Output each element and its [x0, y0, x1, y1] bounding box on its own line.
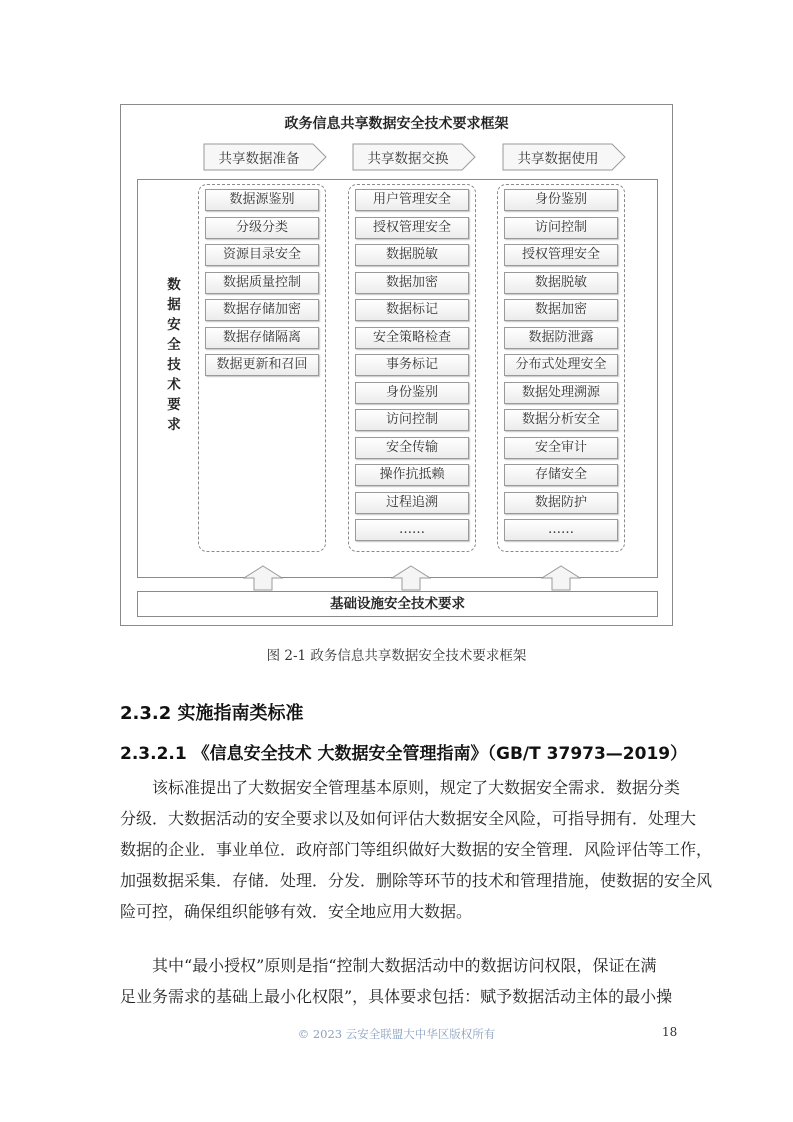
paragraph-1 [120, 772, 713, 927]
paragraph-line: 分级．大数据活动的安全要求以及如何评估大数据安全风险，可指导拥有．处理大 [120, 809, 697, 828]
paragraph-line: 足业务需求的基础上最小化权限”，具体要求包括：赋予数据活动主体的最小操 [120, 987, 673, 1006]
requirement-item: 数据更新和召回 [205, 354, 319, 376]
paragraph-2 [120, 950, 676, 1012]
footer-copyright: © 2023 云安全联盟大中华区版权所有 [297, 1027, 496, 1041]
requirement-item: 数据脱敏 [504, 272, 618, 294]
requirement-item: 访问控制 [504, 217, 618, 239]
requirement-item: 存储安全 [504, 464, 618, 486]
up-arrow-icon [391, 565, 431, 591]
framework-figure [120, 104, 673, 626]
requirement-item: …… [355, 519, 469, 541]
requirement-item: 身份鉴别 [355, 382, 469, 404]
requirement-item: 授权管理安全 [504, 244, 618, 266]
paragraph-line: 加强数据采集．存储．处理．分发．删除等环节的技术和管理措施，使数据的安全风 [120, 871, 713, 890]
requirement-item: 分布式处理安全 [504, 354, 618, 376]
phase-arrow-exchange [352, 143, 476, 171]
paragraph-line: 该标准提出了大数据安全管理基本原则，规定了大数据安全需求．数据分类 [152, 778, 681, 797]
requirement-item: 数据脱敏 [355, 244, 469, 266]
column-use [497, 184, 625, 552]
requirement-item: 用户管理安全 [355, 189, 469, 211]
requirement-item: 数据标记 [355, 299, 469, 321]
requirement-item: 安全审计 [504, 437, 618, 459]
requirement-item: 数据质量控制 [205, 272, 319, 294]
figure-title: 政务信息共享数据安全技术要求框架 [284, 116, 509, 132]
paragraph-line: 其中“最小授权”原则是指“控制大数据活动中的数据访问权限，保证在满 [152, 956, 657, 975]
requirement-item: 数据处理溯源 [504, 382, 618, 404]
requirements-panel [137, 179, 658, 578]
phase-label: 共享数据使用 [517, 151, 599, 167]
phase-label: 共享数据交换 [367, 151, 449, 167]
requirement-item: 身份鉴别 [504, 189, 618, 211]
phase-arrow-use [502, 143, 626, 171]
requirement-item: 数据源鉴别 [205, 189, 319, 211]
requirement-item: 数据加密 [504, 299, 618, 321]
requirement-item: 访问控制 [355, 409, 469, 431]
requirement-item: 数据防护 [504, 492, 618, 514]
requirement-item: 安全传输 [355, 437, 469, 459]
requirement-item: 分级分类 [205, 217, 319, 239]
requirement-item: 数据防泄露 [504, 327, 618, 349]
paragraph-line: 数据的企业．事业单位．政府部门等组织做好大数据的安全管理．风险评估等工作， [120, 840, 713, 859]
requirement-item: 数据存储加密 [205, 299, 319, 321]
column-exchange [348, 184, 476, 552]
paragraph-line: 险可控，确保组织能够有效．安全地应用大数据。 [120, 902, 473, 921]
side-label: 数据安全技术要求 [167, 277, 181, 433]
base-requirements-box: 基础设施安全技术要求 [137, 591, 658, 617]
requirement-item: …… [504, 519, 618, 541]
requirement-item: 资源目录安全 [205, 244, 319, 266]
subsection-heading: 2.3.2.1 《信息安全技术 大数据安全管理指南》（GB/T 37973—2019） [120, 744, 688, 764]
requirement-item: 安全策略检查 [355, 327, 469, 349]
figure-caption: 图 2-1 政务信息共享数据安全技术要求框架 [266, 648, 527, 664]
column-prepare [198, 184, 326, 552]
requirement-item: 授权管理安全 [355, 217, 469, 239]
requirement-item: 事务标记 [355, 354, 469, 376]
up-arrow-icon [243, 565, 283, 591]
requirement-item: 操作抗抵赖 [355, 464, 469, 486]
phase-label: 共享数据准备 [218, 151, 300, 167]
requirement-item: 过程追溯 [355, 492, 469, 514]
requirement-item: 数据加密 [355, 272, 469, 294]
page-number: 18 [662, 1025, 678, 1039]
requirement-item: 数据分析安全 [504, 409, 618, 431]
requirement-item: 数据存储隔离 [205, 327, 319, 349]
up-arrow-icon [541, 565, 581, 591]
section-heading: 2.3.2 实施指南类标准 [120, 703, 304, 724]
phase-arrow-prepare [203, 143, 327, 171]
